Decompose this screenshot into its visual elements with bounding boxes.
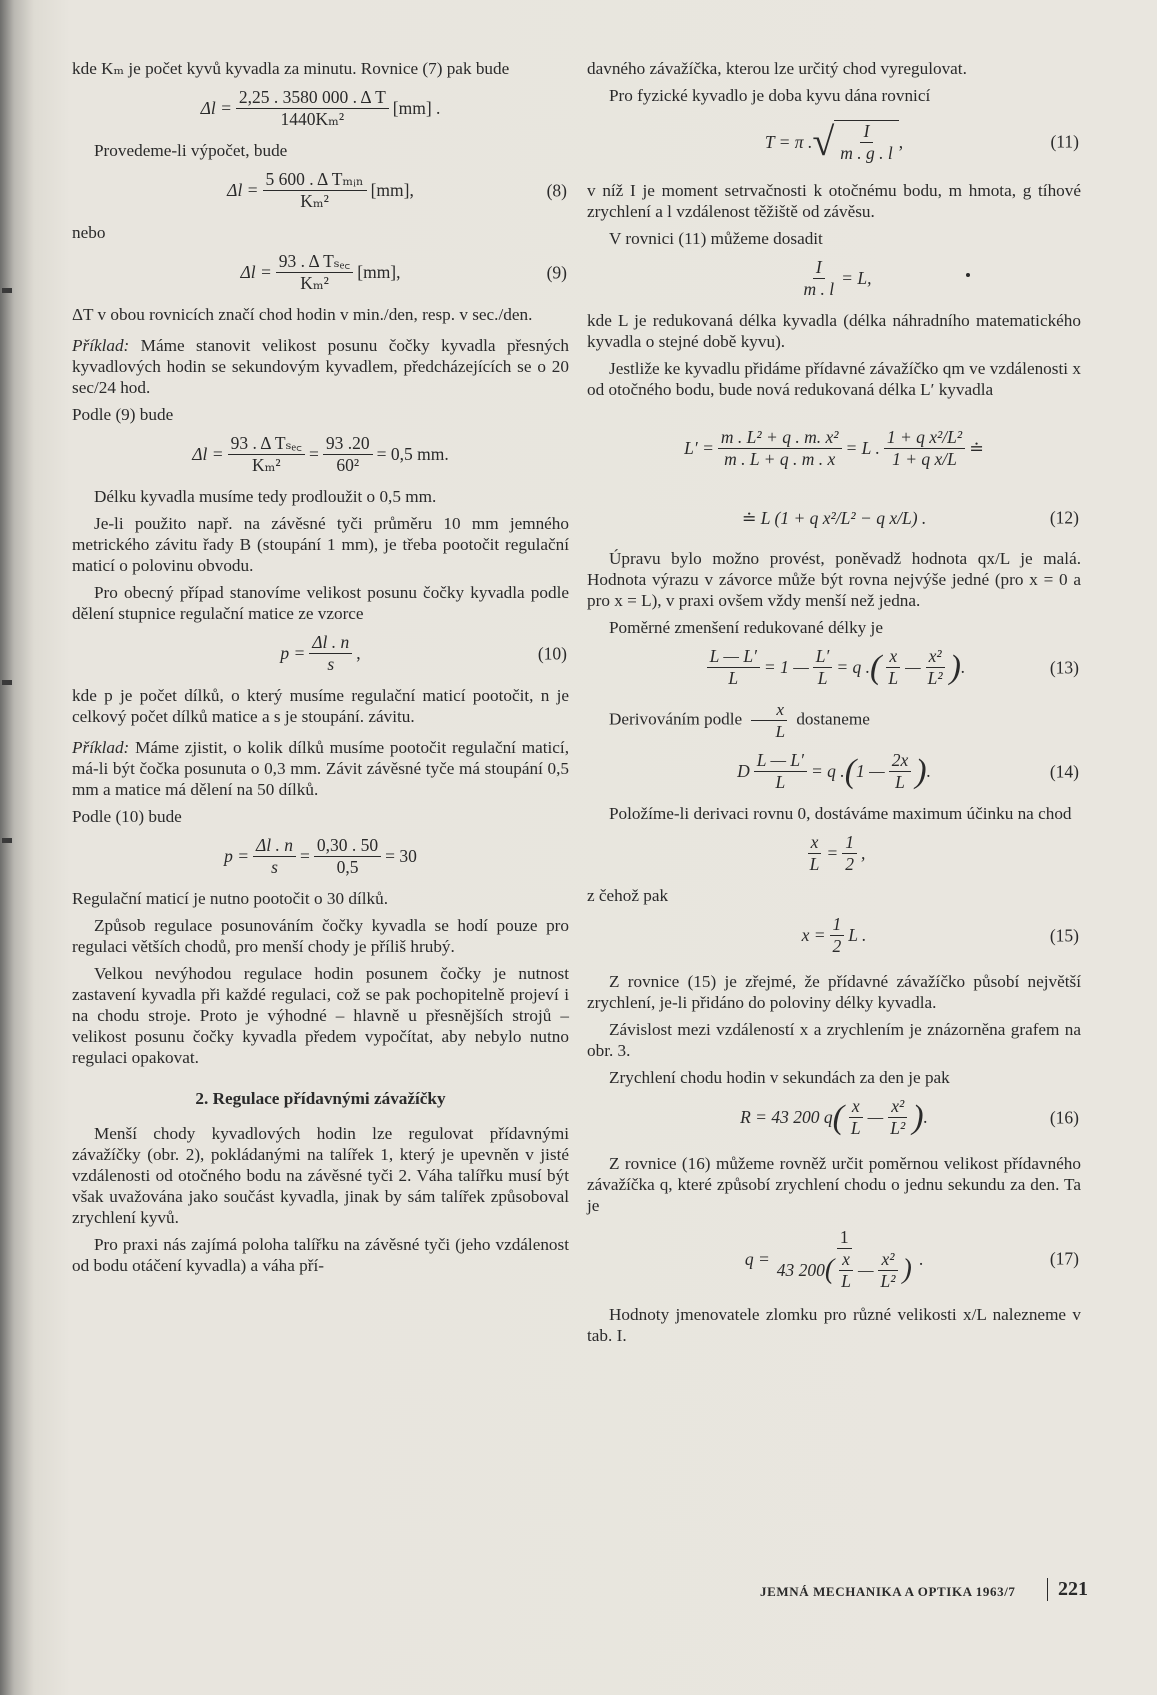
equation-substitution: [587, 257, 1081, 300]
eq-result: = 0,5 mm.: [376, 444, 449, 464]
fraction: [236, 87, 389, 130]
denominator: 0,5: [336, 857, 359, 877]
eq-lhs: p =: [224, 846, 250, 866]
fraction: [884, 427, 965, 470]
equation-11: [587, 114, 1081, 170]
denominator: m . L + q . m . x: [724, 448, 836, 469]
denominator: s: [327, 654, 335, 674]
denominator: m . g . l: [840, 143, 893, 163]
fraction: [276, 251, 353, 294]
paragraph: Délku kyvadla musíme tedy prodloužit o 0,5 mm.: [94, 487, 437, 506]
equation-7: [72, 87, 569, 130]
fraction: $\frac{1}{2}$: [842, 832, 857, 875]
eq-rhs: = L,: [841, 268, 872, 288]
numerator: 0,30 . 50: [314, 835, 381, 857]
equation-16: R = 43 200 q ( $\frac{x}{L}$ — $\frac{\text{x²}}{\text{L²}}$ ) . (16): [740, 1096, 1079, 1138]
numerator: 93 . Δ Tₛₑ꜀: [276, 251, 353, 273]
fraction: $\frac{1}{2}$: [830, 914, 845, 957]
equation-number: (17): [1049, 1248, 1079, 1269]
eq-unit: [mm],: [357, 262, 401, 282]
example-paragraph: [72, 737, 569, 800]
numerator: 93 .20: [323, 433, 373, 455]
fraction: [314, 835, 381, 878]
paragraph: v níž I je moment setrvačnosti k otočnému bodu, m hmota, g tíhové zrychlení a l vzdálenost těžiště od závěsu.: [587, 181, 1081, 221]
equation-number: (9): [546, 262, 567, 282]
numerator: 5 600 . Δ Tₘᵢₙ: [263, 169, 367, 191]
denominator: m . l: [803, 279, 835, 299]
paragraph: Závislost mezi vzdáleností x a zrychlením je znázorněna grafem na obr. 3.: [587, 1020, 1081, 1060]
numerator: m . L² + q . m. x²: [718, 427, 842, 449]
paragraph: Pro fyzické kyvadlo je doba kyvu dána rovnicí: [609, 86, 931, 105]
paragraph: Podle (9) bude: [72, 405, 174, 424]
equation-example-2: p = $\frac{\Delta l . n}{s}$ = $\frac{0,30 . 50}{0,5}$ = 30: [224, 835, 417, 877]
denominator: s: [271, 857, 278, 877]
paragraph: Menší chody kyvadlových hodin lze regulovat přídavnými závažíčky (obr. 2), pokládanými na talířek 1, který je upevněn v jisté vzdálenosti od otočného bodu na závěsné tyči 2. Váha talířku musí být však uvažována jako součást kyvadla, jinak by sám talířek způsoboval zrychlení kyvů.: [72, 1124, 569, 1227]
paragraph: Z rovnice (15) je zřejmé, že přídavné závažíčko působí největší zrychlení, je-li přidáno do poloviny délky kyvadla.: [587, 972, 1081, 1012]
fraction: $\frac{L — L'}{L}$: [754, 750, 807, 793]
fraction: [323, 433, 373, 476]
eq-lhs: Δl =: [240, 262, 272, 282]
eq-lhs: q =: [744, 1248, 770, 1269]
equation-17: q = 1 43 200 ( $\frac{x}{L}$ — $\frac{\text{x²}}{\text{L²}}$ ) . (17): [744, 1226, 1079, 1291]
fraction: [253, 835, 296, 878]
fraction: $\frac{L'}{L}$: [813, 646, 833, 689]
denominator: 43 200: [776, 1259, 825, 1280]
example-label: Příklad:: [72, 336, 130, 355]
paragraph: Z rovnice (16) můžeme rovněž určit poměrnou velikost přídavného závažíčka q, které způsobí zrychlení chodu o jednu sekundu za den. Ta je: [587, 1154, 1081, 1215]
eq-result: = 30: [385, 846, 417, 866]
equation-number: (8): [546, 180, 567, 200]
paragraph: Je-li použito např. na závěsné tyči průměru 10 mm jemného metrického závitu řady B (stoupání 1 mm), je třeba pootočit regulační maticí o polovinu obvodu.: [72, 514, 569, 575]
paragraph: Pro obecný případ stanovíme velikost posunu čočky kyvadla podle dělení stupnice regulační matice ze vzorce: [72, 583, 569, 623]
denominator: Kₘ²: [300, 191, 329, 211]
scan-mark: [2, 680, 12, 685]
paragraph: Poměrné zmenšení redukované délky je: [609, 618, 883, 637]
eq-tail: ,: [898, 131, 904, 152]
example-paragraph: [72, 335, 569, 398]
right-column: [587, 58, 1081, 1352]
eq-lhs: T = π .: [764, 131, 813, 152]
paragraph: nebo: [72, 223, 106, 242]
paragraph: ΔT v obou rovnicích značí chod hodin v min./den, resp. v sec./den.: [72, 305, 533, 324]
equation-number: (16): [1049, 1107, 1079, 1127]
fraction: $\frac{x}{L}$: [885, 646, 901, 689]
paragraph: V rovnici (11) můžeme dosadit: [609, 229, 823, 248]
paragraph: Hodnoty jmenovatele zlomku pro různé velikosti x/L nalezneme v tab. I.: [587, 1305, 1081, 1345]
paragraph: Podle (10) bude: [72, 807, 182, 826]
numerator: 93 . Δ Tₛₑ꜀: [228, 433, 305, 455]
eq-unit: [mm],: [370, 180, 414, 200]
paragraph: Velkou nevýhodou regulace hodin posunem čočky je nutnost zastavení kyvadla při každé regulaci, což se pak pochopitelně projeví i na chodu stroje. Proto je výhodné – hlavně u přesnějších strojů – velikost posunu čočky kyvadla předem vypočítat, aby nebylo nutno regulaci opakovat.: [72, 964, 569, 1067]
paragraph: Provedeme-li výpočet, bude: [94, 141, 288, 160]
paragraph: Pro praxi nás zajímá poloha talířku na závěsné tyči (jeho vzdálenost od bodu otáčení kyvadla) a váha pří-: [72, 1235, 569, 1275]
equation-number: (12): [1049, 507, 1079, 528]
equation-14: D $\frac{L — L'}{L}$ = q . ( 1 — $\frac{2x}{L}$ ) . (14): [737, 750, 1079, 792]
equation-10: [72, 632, 569, 675]
text: dostaneme: [796, 709, 870, 729]
paragraph: davného závažíčka, kterou lze určitý chod vyregulovat.: [587, 59, 967, 78]
square-root: √ $\frac{I}{m . g . l}$: [812, 120, 898, 164]
eq-mid: = L .: [845, 437, 880, 458]
example-text: Máme stanovit velikost posunu čočky kyvadla přesných kyvadlových hodin se sekundovým kyvadlem, předcházejících se o 20 sec/24 hod.: [72, 336, 569, 397]
paragraph: kde Kₘ je počet kyvů kyvadla za minutu. Rovnice (7) pak bude: [72, 59, 510, 78]
equation-15: x = $\frac{1}{2}$ L . (15): [801, 914, 1079, 956]
denominator: 1 + q x/L: [892, 448, 957, 469]
fraction: $\frac{2x}{L}$: [889, 750, 912, 793]
equation-12b: [587, 498, 1081, 538]
fraction: $\frac{L — L'}{L}$: [707, 646, 760, 689]
example-label: Příklad:: [72, 738, 130, 757]
equation-9: [72, 251, 569, 294]
paragraph: Úpravu bylo možno provést, poněvadž hodnota qx/L je malá. Hodnota výrazu v závorce může být rovna nejvýše jedné (pro x = 0 a pro x = L), v praxi ovšem vždy menší než jedna.: [587, 549, 1081, 610]
fraction: [263, 169, 367, 212]
text: Derivováním podle: [609, 709, 743, 729]
paragraph: Položíme-li derivaci rovnu 0, dostáváme maximum účinku na chod: [609, 804, 1072, 823]
fraction: $\frac{\text{x²}}{\text{L²}}$: [925, 646, 946, 689]
page-number: 221: [1047, 1578, 1088, 1601]
fraction: 1 43 200 ( $\frac{x}{L}$ — $\frac{\text{x²}}{\text{L²}}$ ): [776, 1226, 912, 1291]
paragraph: kde L je redukovaná délka kyvadla (délka náhradního matematického kyvadla o stejné době kyvu).: [587, 311, 1081, 351]
eq-lhs: Δl =: [192, 444, 224, 464]
numerator: 2,25 . 3580 000 . Δ T: [236, 87, 389, 109]
numerator: I: [813, 257, 825, 279]
eq-lhs: L′ =: [684, 437, 714, 458]
paragraph: [587, 699, 1081, 742]
fraction: $\frac{x}{L}$: [848, 1096, 864, 1139]
left-column: [72, 58, 569, 1282]
fraction: [228, 433, 305, 476]
fraction: $\frac{\text{x²}}{\text{L²}}$: [887, 1096, 908, 1139]
numerator: Δl . n: [253, 835, 296, 857]
fraction: [801, 257, 838, 300]
fraction: $\frac{x}{L}$: [807, 832, 823, 875]
denominator: 1440Kₘ²: [280, 109, 345, 129]
equation-max: $\frac{x}{L}$ = $\frac{1}{2}$ ,: [587, 832, 1081, 875]
equation-13: $\frac{L — L'}{L}$ = 1 — $\frac{L'}{L}$ = q . ( $\frac{x}{L}$ — $\frac{\text{x²}}{\text{L²}}$ ) . (13): [587, 646, 1081, 689]
denominator: 60²: [336, 455, 360, 475]
scan-mark: [2, 838, 12, 843]
fraction: [309, 632, 352, 675]
equation-12a: [587, 408, 1081, 488]
fraction: [718, 427, 842, 470]
numerator: I: [860, 121, 874, 143]
paragraph: Způsob regulace posunováním čočky kyvadla se hodí pouze pro regulaci větších chodů, pro menší chody je příliš hrubý.: [72, 916, 569, 956]
equation-example-1: Δl = $\frac{\text{93 . Δ Tₛₑ꜀}}{\text{Kₘ²}}$ = $\frac{93 .20}{\text{60²}}$ = 0,5 mm.: [192, 433, 449, 475]
equation-number: (11): [1050, 131, 1079, 152]
section-heading: 2. Regulace přídavnými závažíčky: [195, 1089, 446, 1108]
paragraph: Jestliže ke kyvadlu přidáme přídavné závažíčko qm ve vzdálenosti x od otočného bodu, bude nová redukovaná délka L′ kyvadla: [587, 359, 1081, 399]
numerator: 1 + q x²/L²: [884, 427, 965, 449]
denominator: Kₘ²: [251, 455, 281, 475]
equation-number: (15): [1049, 925, 1079, 945]
eq-lhs: p =: [280, 643, 306, 663]
eq-unit: [mm] .: [392, 98, 441, 118]
eq-body: ≐ L (1 + q x²/L² − q x/L) .: [741, 507, 927, 528]
scan-mark: [2, 288, 12, 293]
fraction: $\frac{x}{L}$: [750, 699, 788, 742]
equation-number: (13): [1049, 657, 1079, 677]
numerator: Δl . n: [309, 632, 352, 654]
paragraph: Zrychlení chodu hodin v sekundách za den je pak: [609, 1068, 950, 1087]
example-text: Máme zjistit, o kolik dílků musíme pootočit regulační maticí, má-li být čočka posunuta o 0,3 mm. Závit závěsné tyče má stoupání 0,5 mm a matice má dělení na 50 dílků.: [72, 738, 569, 799]
journal-footer: JEMNÁ MECHANIKA A OPTIKA 1963/7: [760, 1584, 1016, 1599]
equation-number: (10): [537, 643, 567, 663]
equation-8: [72, 169, 569, 212]
paragraph: z čehož pak: [587, 886, 669, 905]
eq-lhs: R = 43 200 q: [740, 1107, 833, 1127]
numerator: 1: [837, 1227, 852, 1249]
eq-tail: ,: [356, 643, 361, 663]
eq-lhs: Δl =: [200, 98, 232, 118]
denominator: Kₘ²: [300, 273, 329, 293]
eq-lhs: Δl =: [227, 180, 259, 200]
paragraph: kde p je počet dílků, o který musíme regulační maticí pootočit, n je celkový počet dílků matice a s je stoupání. závitu.: [72, 686, 569, 726]
equation-number: (14): [1049, 761, 1079, 781]
eq-tail: ≐: [969, 437, 984, 458]
paragraph: Regulační maticí je nutno pootočit o 30 dílků.: [72, 889, 389, 908]
